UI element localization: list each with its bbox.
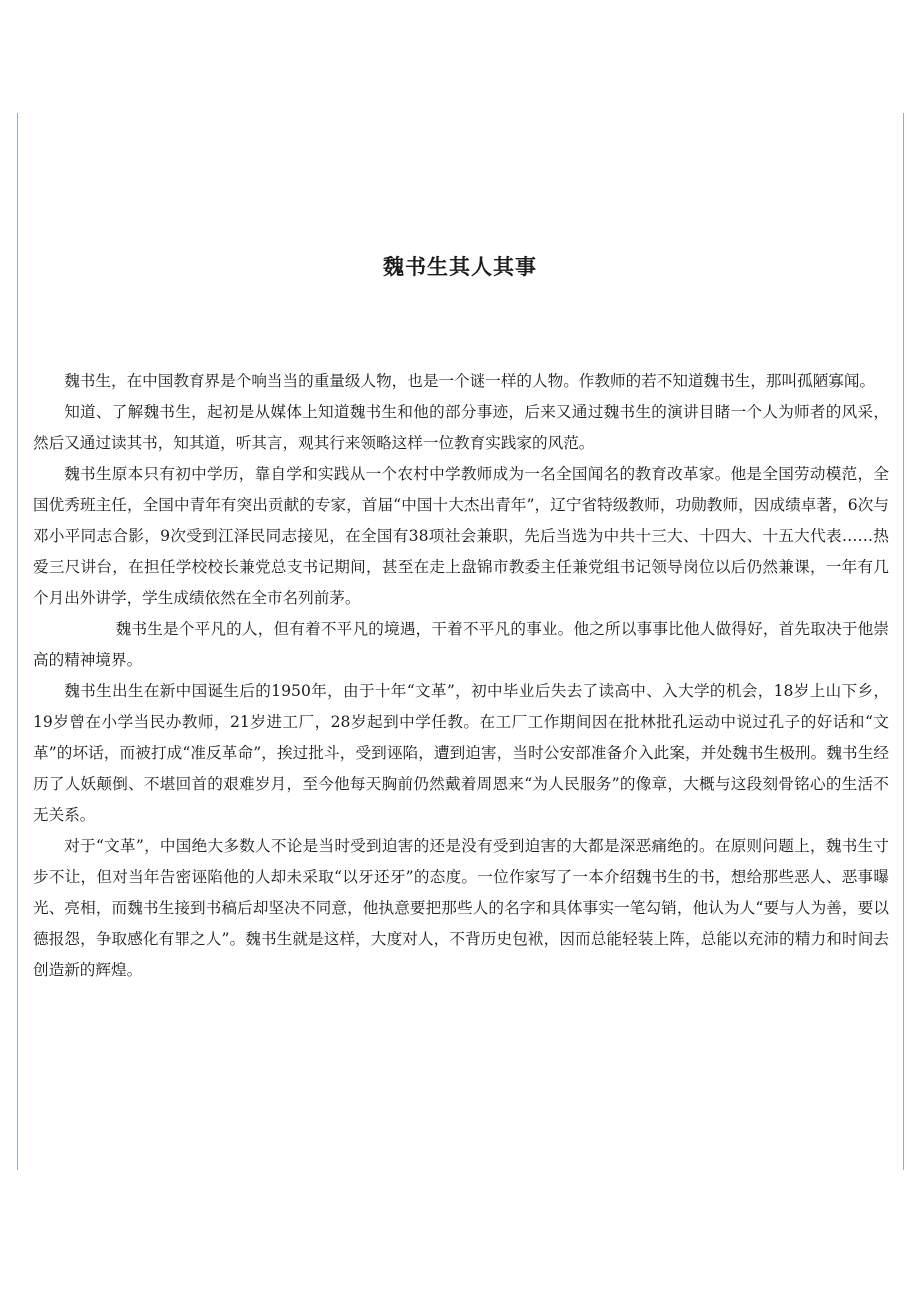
paragraph-3: 魏书生原本只有初中学历，靠自学和实践从一个农村中学教师成为一名全国闻名的教育改革家。他是全国劳动模范，全国优秀班主任，全国中青年有突出贡献的专家，首届“中国十大杰出青年”，辽宁省特级教师，功勋教师，因成绩卓著，6次与邓小平同志合影，9次受到江泽民同志接见，在全国有38项社会兼职，先后当选为中共十三大、十四大、十五大代表……热爱三尺讲台，在担任学校校长兼党总支书记期间，甚至在走上盘锦市教委主任兼党组书记领导岗位以后仍然兼课，一年有几个月出外讲学，学生成绩依然在全市名列前茅。 — [33, 465, 889, 607]
paragraph-6: 对于“文革”，中国绝大多数人不论是当时受到迫害的还是没有受到迫害的大都是深恶痛绝的。在原则问题上，魏书生寸步不让，但对当年告密诬陷他的人却未采取“以牙还牙”的态度。一位作家写了一本介绍魏书生的书，想给那些恶人、恶事曝光、亮相，而魏书生接到书稿后却坚决不同意，他执意要把那些人的名字和具体事实一笔勾销，他认为人“要与人为善，要以德报怨，争取感化有罪之人”。魏书生就是这样，大度对人，不背历史包袱，因而总能轻装上阵，总能以充沛的精力和时间去创造新的辉煌。 — [33, 837, 889, 979]
paragraph-1: 魏书生，在中国教育界是个响当当的重量级人物，也是一个谜一样的人物。作教师的若不知道魏书生，那叫孤陋寡闻。 — [64, 372, 876, 390]
paragraph-2: 知道、了解魏书生，起初是从媒体上知道魏书生和他的部分事迹，后来又通过魏书生的演讲目睹一个人为师者的风采，然后又通过读其书，知其道，听其言，观其行来领略这样一位教育实践家的风范。 — [33, 403, 889, 452]
document-title: 魏书生其人其事 — [383, 255, 537, 279]
paragraph-4: 魏书生是个平凡的人，但有着不平凡的境遇，干着不平凡的事业。他之所以事事比他人做得好，首先取决于他崇高的精神境界。 — [33, 620, 889, 669]
paragraph-5: 魏书生出生在新中国诞生后的1950年，由于十年“文革”，初中毕业后失去了读高中、入大学的机会，18岁上山下乡，19岁曾在小学当民办教师，21岁进工厂，28岁起到中学任教。在工厂工作期间因在批林批孔运动中说过孔子的好话和“文革”的坏话，而被打成“准反革命”，挨过批斗，受到诬陷，遭到迫害，当时公安部准备介入此案，并处魏书生极刑。魏书生经历了人妖颠倒、不堪回首的艰难岁月，至今他每天胸前仍然戴着周恩来“为人民服务”的像章，大概与这段刻骨铭心的生活不无关系。 — [33, 682, 889, 824]
document-body — [33, 366, 889, 986]
